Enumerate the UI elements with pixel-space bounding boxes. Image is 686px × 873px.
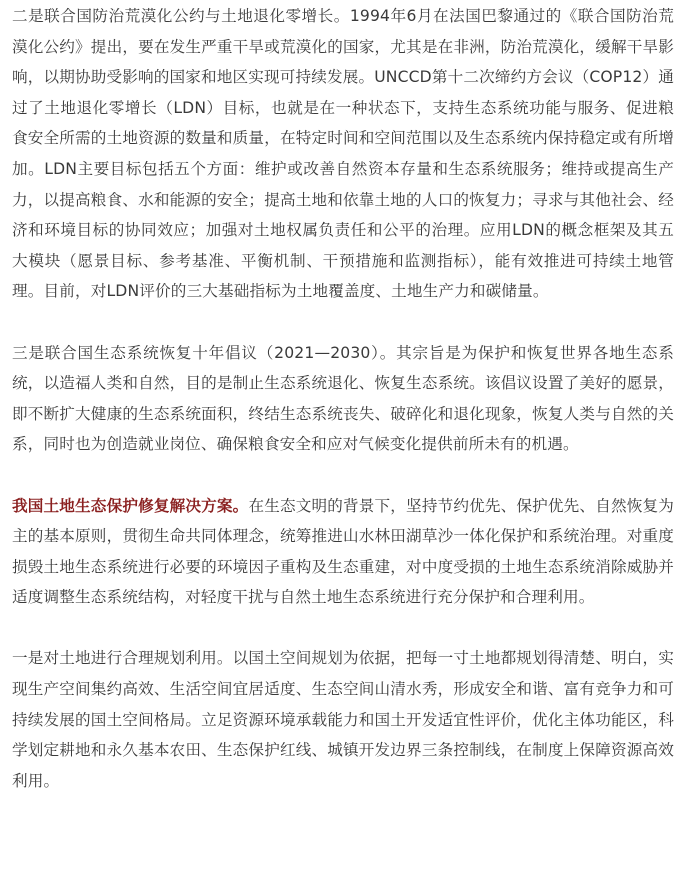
paragraph-unccd-ldn [12, 1, 674, 307]
paragraph-land-planning [12, 643, 674, 796]
paragraph-text: 三是联合国生态系统恢复十年倡议（2021—2030）。其宗旨是为保护和恢复世界各地生态系统，以造福人类和自然，目的是制止生态系统退化、恢复生态系统。该倡议设置了美好的愿景，即不断扩大健康的生态系统面积，终结生态系统丧失、破碎化和退化现象，恢复人类与自然的关系，同时也为创造就业岗位、确保粮食安全和应对气候变化提供前所未有的机遇。 [12, 343, 674, 454]
paragraph-text: 一是对土地进行合理规划利用。以国土空间规划为依据，把每一寸土地都规划得清楚、明白，实现生产空间集约高效、生活空间宜居适度、生态空间山清水秀，形成安全和谐、富有竞争力和可持续发展的国土空间格局。立足资源环境承载能力和国土开发适宜性评价，优化主体功能区，科学划定耕地和永久基本农田、生态保护红线、城镇开发边界三条控制线，在制度上保障资源高效利用。 [12, 649, 674, 790]
paragraph-text: 二是联合国防治荒漠化公约与土地退化零增长。1994年6月在法国巴黎通过的《联合国防治荒漠化公约》提出，要在发生严重干旱或荒漠化的国家，尤其是在非洲，防治荒漠化，缓解干旱影响，以期协助受影响的国家和地区实现可持续发展。UNCCD第十二次缔约方会议（COP12）通过了土地退化零增长（LDN）目标，也就是在一种状态下，支持生态系统功能与服务、促进粮食安全所需的土地资源的数量和质量，在特定时间和空间范围以及生态系统内保持稳定或有所增加。LDN主要目标包括五个方面：维护或改善自然资本存量和生态系统服务；维持或提高生产力，以提高粮食、水和能源的安全；提高土地和依靠土地的人口的恢复力；寻求与其他社会、经济和环境目标的协同效应；加强对土地权属负责任和公平的治理。应用LDN的概念框架及其五大模块（愿景目标、参考基准、平衡机制、干预措施和监测指标），能有效推进可持续土地管理。目前，对LDN评价的三大基础指标为土地覆盖度、土地生产力和碳储量。 [12, 7, 674, 301]
paragraph-ecosystem-restoration-decade [12, 338, 674, 460]
section-lead-heading: 我国土地生态保护修复解决方案。 [12, 496, 249, 515]
paragraph-china-solution [12, 491, 674, 613]
paragraph-text: 在生态文明的背景下，坚持节约优先、保护优先、自然恢复为主的基本原则，贯彻生命共同体理念，统筹推进山水林田湖草沙一体化保护和系统治理。对重度损毁土地生态系统进行必要的环境因子重构及生态重建，对中度受损的土地生态系统消除威胁并适度调整生态系统结构，对轻度干扰与自然土地生态系统进行充分保护和合理利用。 [12, 496, 674, 607]
